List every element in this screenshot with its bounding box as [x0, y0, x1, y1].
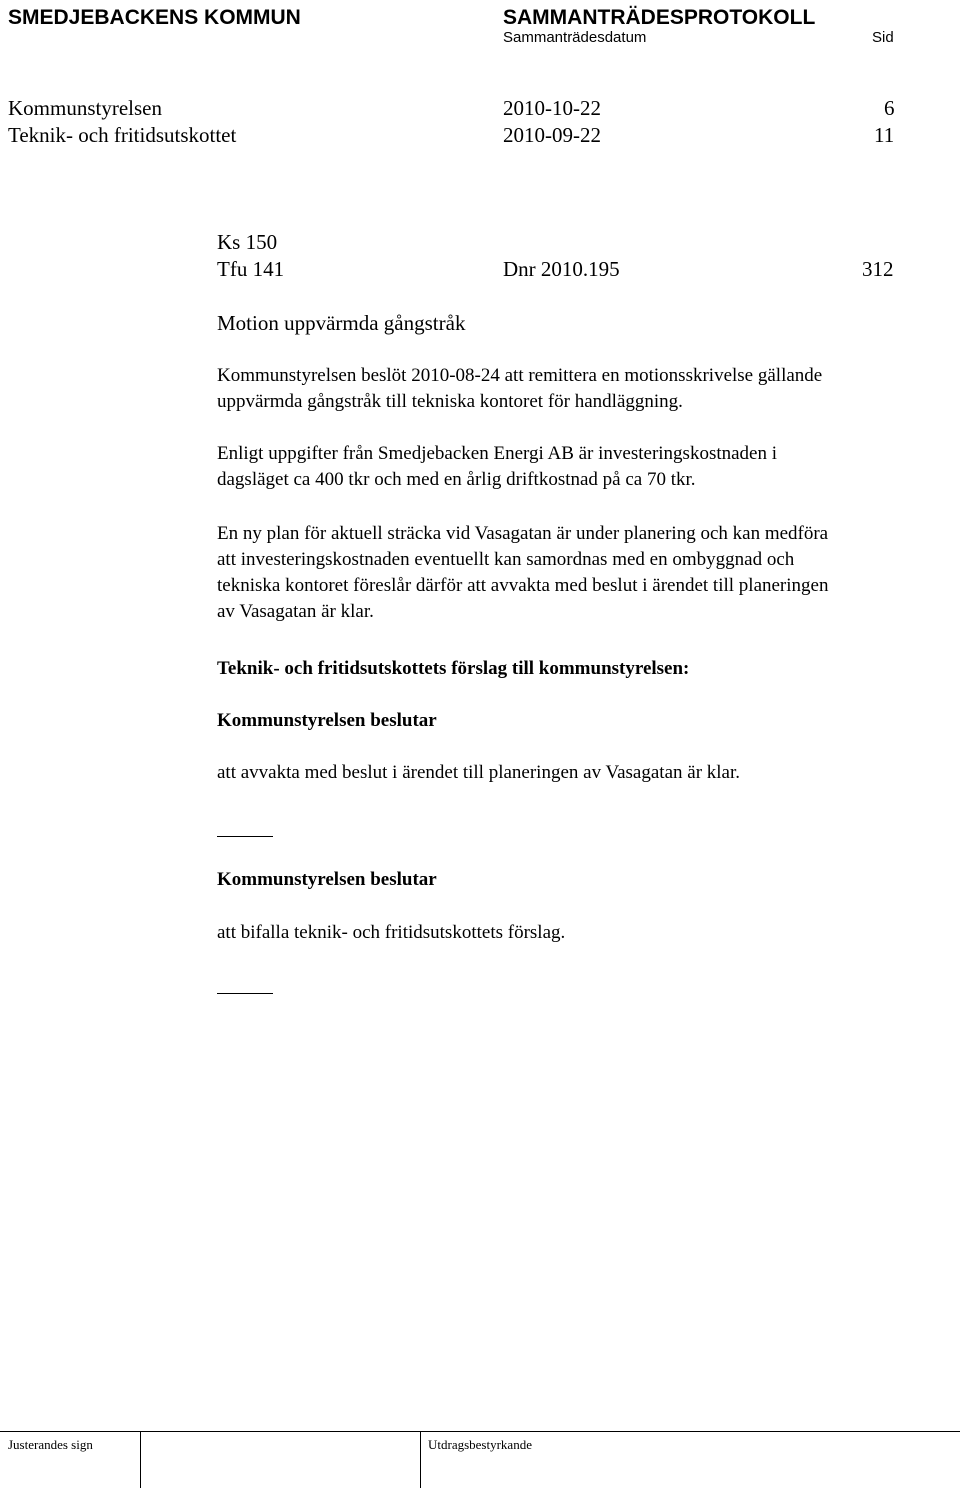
- separator-line: [217, 993, 273, 994]
- date-label: Sammanträdesdatum: [503, 29, 647, 46]
- meeting-date-2: 2010-09-22: [503, 123, 601, 147]
- paragraph-3-line: av Vasagatan är klar.: [217, 601, 374, 622]
- paragraph-1-line: Kommunstyrelsen beslöt 2010-08-24 att remittera en motionsskrivelse gällande: [217, 365, 823, 386]
- footer-divider: [140, 1431, 141, 1488]
- paragraph-3: [217, 521, 828, 625]
- document-type: SAMMANTRÄDESPROTOKOLL: [503, 6, 816, 29]
- footer-sign-label: Justerandes sign: [8, 1437, 93, 1452]
- paragraph-2: [217, 441, 777, 493]
- meeting-date-1: 2010-10-22: [503, 96, 601, 120]
- paragraph-3-line: att investeringskostnaden eventuellt kan samordnas med en ombyggnad och: [217, 549, 795, 570]
- decision-1-text: att avvakta med beslut i ärendet till planeringen av Vasagatan är klar.: [217, 762, 741, 783]
- meeting-body-2: Teknik- och fritidsutskottet: [8, 123, 237, 147]
- footer-extract-label: Utdragsbestyrkande: [428, 1437, 532, 1452]
- proposal-heading: Teknik- och fritidsutskottets förslag till kommunstyrelsen:: [217, 658, 690, 679]
- paragraph-3-line: tekniska kontoret föreslår därför att avvakta med beslut i ärendet till planeringen: [217, 575, 829, 596]
- decision-1-heading: Kommunstyrelsen beslutar: [217, 710, 437, 731]
- separator-line: [217, 836, 273, 837]
- footer-divider: [420, 1431, 421, 1488]
- page-label: Sid: [872, 29, 894, 46]
- paragraph-3-line: En ny plan för aktuell sträcka vid Vasagatan är under planering och kan medföra: [217, 523, 829, 544]
- ks-reference: Ks 150: [217, 230, 278, 254]
- paragraph-1-line: uppvärmda gångstråk till tekniska kontoret för handläggning.: [217, 391, 683, 412]
- footer-top-border: [0, 1431, 960, 1432]
- org-name: SMEDJEBACKENS KOMMUN: [8, 6, 301, 29]
- decision-2-heading: Kommunstyrelsen beslutar: [217, 869, 437, 890]
- decision-2-text: att bifalla teknik- och fritidsutskottets förslag.: [217, 922, 566, 943]
- paragraph-2-line: dagsläget ca 400 tkr och med en årlig driftkostnad på ca 70 tkr.: [217, 469, 696, 490]
- case-code: 312: [862, 257, 894, 281]
- diary-number: Dnr 2010.195: [503, 257, 620, 281]
- tfu-reference: Tfu 141: [217, 257, 285, 281]
- meeting-page-1: 6: [884, 96, 895, 120]
- meeting-body-1: Kommunstyrelsen: [8, 96, 162, 120]
- case-title: Motion uppvärmda gångstråk: [217, 311, 466, 335]
- paragraph-2-line: Enligt uppgifter från Smedjebacken Energi AB är investeringskostnaden i: [217, 443, 778, 464]
- meeting-page-2: 11: [874, 123, 895, 147]
- paragraph-1: [217, 363, 822, 415]
